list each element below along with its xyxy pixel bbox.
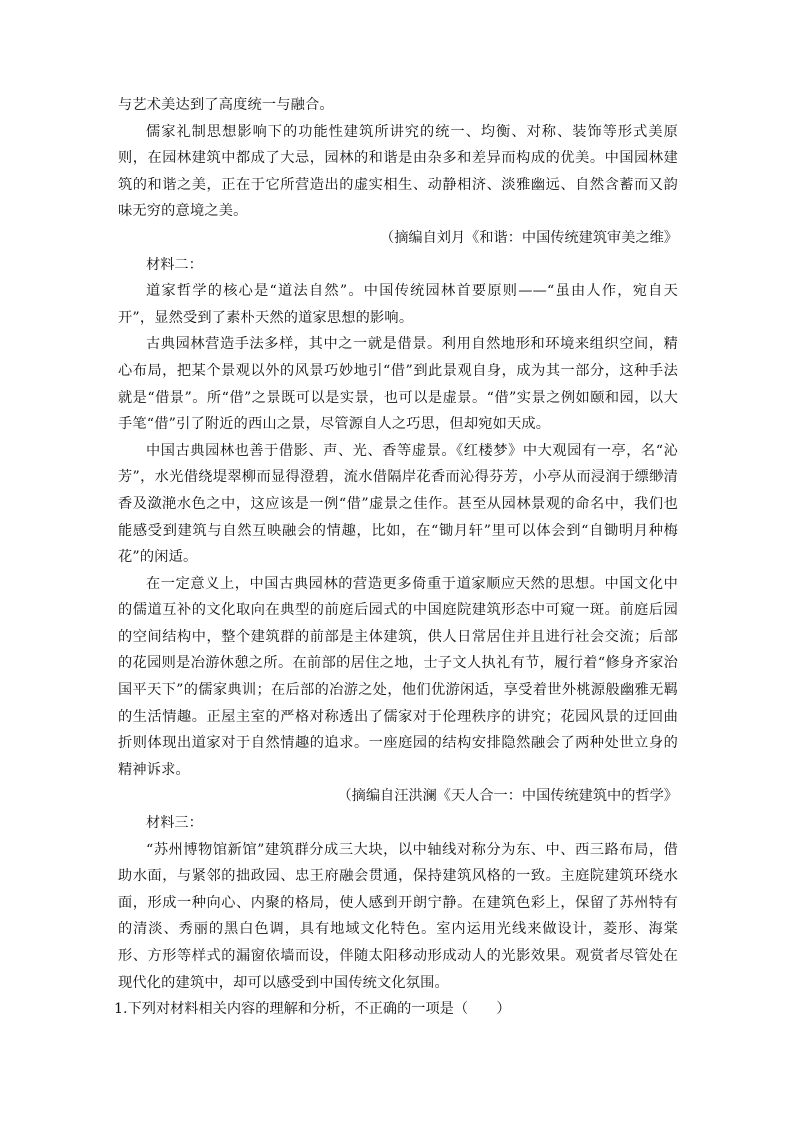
material-two-heading: 材料二： (146, 256, 203, 273)
question-1: 1.下列对材料相关内容的理解和分析，不正确的一项是（ ） (114, 1001, 511, 1018)
paragraph-virtual-scenery: 中国古典园林也善于借影、声、光、香等虚景。《红楼梦》中大观园有一亭，名“沁芳”，水光借绕堤翠柳而显得澄碧，流水借隔岸花香而沁得芬芳，小亭从而浸润于缥缈清香及潋滟水色之中，这应该是一例“借”虚景之佳作。甚至从园林景观的命名中，我们也能感受到建筑与自然互映融会的情趣，比如，在“锄月轩”里可以体会到“自锄明月种梅花”的闲适。 (118, 442, 678, 566)
paragraph-daoist: 道家哲学的核心是“道法自然”。中国传统园林首要原则——“虽由人作，宛自天开”，显然受到了素朴天然的道家思想的影响。 (118, 283, 678, 326)
paragraph-courtyard: 在一定意义上，中国古典园林的营造更多倚重于道家顺应天然的思想。中国文化中的儒道互补的文化取向在典型的前庭后园式的中国庭院建筑形态中可窥一斑。前庭后园的空间结构中，整个建筑群的前部是主体建筑，供人日常居住并且进行社会交流；后部的花园则是冶游休憩之所。在前部的居住之地，士子文人执礼有节，履行着“修身齐家治国平天下”的儒家典训；在后部的冶游之处，他们优游闲适，享受着世外桃源般幽雅无羁的生活情趣。正屋主室的严格对称透出了儒家对于伦理秩序的讲究；花园风景的迂回曲折则体现出道家对于自然情趣的追求。一座庭园的结构安排隐然融会了两种处世立身的精神诉求。 (118, 575, 678, 778)
paragraph-harmony: 儒家礼制思想影响下的功能性建筑所讲究的统一、均衡、对称、装饰等形式美原则，在园林建筑中都成了大忌，园林的和谐是由杂多和差异而构成的优美。中国园林建筑的和谐之美，正在于它所营造出的虚实相生、动静相济、淡雅幽远、自然含蓄而又韵味无穷的意境之美。 (118, 123, 678, 220)
paragraph-suzhou-museum: “苏州博物馆新馆”建筑群分成三大块，以中轴线对称分为东、中、西三路布局，借助水面，与紧邻的拙政园、忠王府融会贯通，保持建筑风格的一致。主庭院建筑环绕水面，形成一种向心、内聚的格局，使人感到开朗宁静。在建筑色彩上，保留了苏州特有的清淡、秀丽的黑白色调，具有地域文化特色。室内运用光线来做设计，菱形、海棠形、方形等样式的漏窗依墙而设，伴随太阳移动形成动人的光影效果。观赏者尽管处在现代化的建筑中，却可以感受到中国传统文化氛围。 (118, 841, 678, 991)
source-citation-2: （摘编自汪洪澜《天人合一：中国传统建筑中的哲学》 (337, 788, 678, 805)
material-three-heading: 材料三： (146, 815, 203, 832)
document-page (114, 92, 678, 1023)
paragraph-continuation: 与艺术美达到了高度统一与融合。 (118, 97, 334, 113)
paragraph-borrowed-scenery: 古典园林营造手法多样，其中之一就是借景。利用自然地形和环境来组织空间，精心布局，把某个景观以外的风景巧妙地引“借”到此景观自身，成为其一部分，这种手法就是“借景”。所“借”之景既可以是实景，也可以是虚景。“借”实景之例如颐和园，以大手笔“借”引了附近的西山之景，尽管源自人之巧思，但却宛如天成。 (118, 336, 678, 433)
source-citation-1: （摘编自刘月《和谐：中国传统建筑审美之维》 (380, 229, 678, 246)
